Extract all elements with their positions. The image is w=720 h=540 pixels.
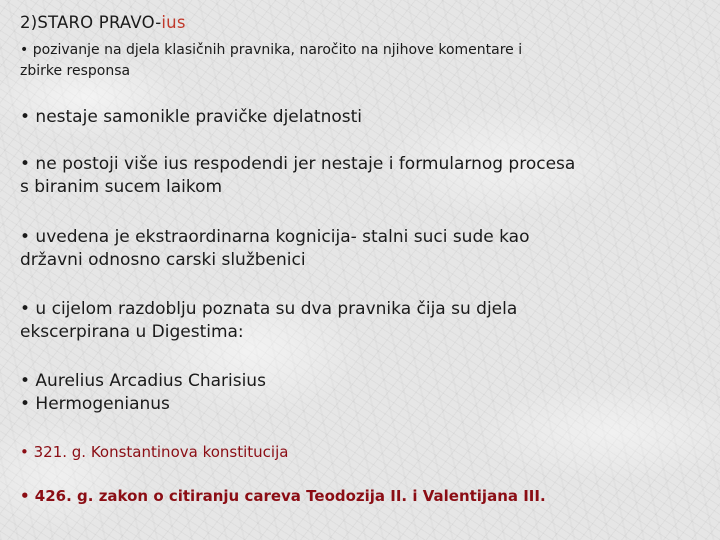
bullet-line: • u cijelom razdoblju poznata su dva pravnika čija su djela [20,299,518,319]
title-prefix: 2)STARO PRAVO- [20,13,162,32]
bullet-line: • 426. g. zakon o citiranju careva Teodozija II. i Valentijana III. [20,487,546,505]
jurist-name: • Hermogenianus [20,394,170,414]
bullet-item [20,106,660,129]
slide-title [20,13,186,32]
bullet-item [20,153,660,199]
bullet-line: • nestaje samonikle pravičke djelatnosti [20,107,362,127]
constitution-item [20,442,660,462]
bullet-line: • 321. g. Konstantinova konstitucija [20,443,289,461]
bullet-item [20,298,660,344]
bullet-line: • ne postoji više ius respodendi jer nestaje i formularnog procesa [20,154,576,174]
citation-law-item [20,486,660,506]
bullet-item [20,226,660,272]
jurist-list [20,370,660,416]
bullet-line: • uvedena je ekstraordinarna kognicija- stalni suci sude kao [20,227,530,247]
bullet-line: ekscerpirana u Digestima: [20,322,244,342]
bullet-line: s biranim sucem laikom [20,177,223,197]
bullet-line: državni odnosno carski službenici [20,250,306,270]
jurist-name: • Aurelius Arcadius Charisius [20,371,266,391]
subtitle-line: • pozivanje na djela klasičnih pravnika, naročito na njihove komentare i [20,42,523,58]
subtitle-bullet [20,40,620,82]
subtitle-line: zbirke responsa [20,63,131,79]
title-accent: ius [161,13,186,32]
